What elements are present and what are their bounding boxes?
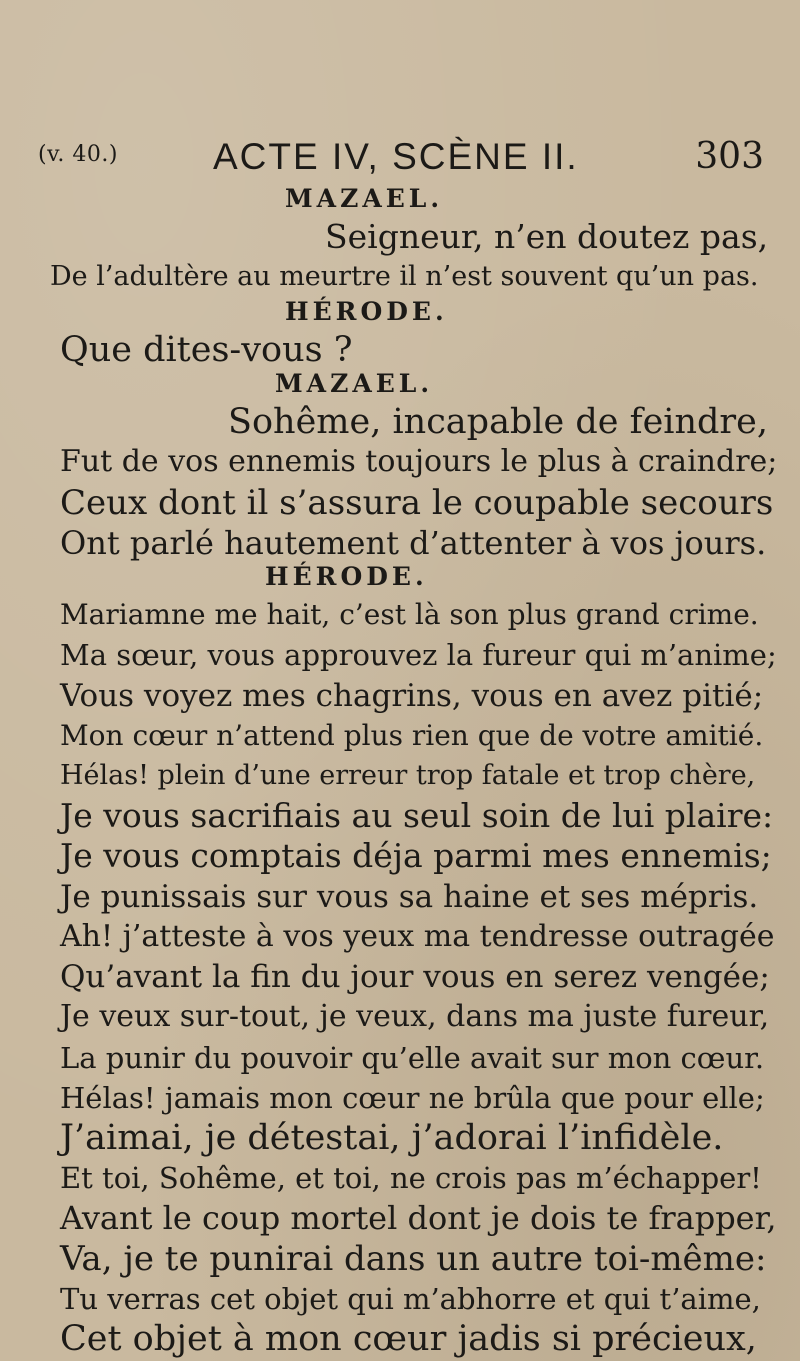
- verse-line: Va, je te punirai dans un autre toi-même:: [60, 1239, 767, 1279]
- verse-line: Hélas! plein d’une erreur trop fatale et trop chère,: [60, 760, 756, 791]
- verse-line: Ah! j’atteste à vos yeux ma tendresse outragée: [60, 919, 775, 954]
- page-number: 303: [695, 136, 764, 177]
- verse-line: Et toi, Sohême, et toi, ne crois pas m’échapper!: [60, 1161, 762, 1195]
- verse-line: J’aimai, je détestai, j’adorai l’infidèle.: [60, 1118, 724, 1158]
- verse-line: Ont parlé hautement d’attenter à vos jours.: [60, 524, 767, 562]
- verse-line: Hélas! jamais mon cœur ne brûla que pour elle;: [60, 1081, 765, 1115]
- verse-line: Tu verras cet objet qui m’abhorre et qui t’aime,: [60, 1282, 761, 1316]
- verse-line: Mariamne me hait, c’est là son plus grand crime.: [60, 598, 759, 631]
- speaker-name: MAZAEL.: [285, 184, 444, 213]
- verse-line: Mon cœur n’attend plus rien que de votre amitié.: [60, 719, 764, 752]
- verse-line: Fut de vos ennemis toujours le plus à craindre;: [60, 444, 778, 479]
- verse-line: Je vous comptais déja parmi mes ennemis;: [60, 836, 772, 875]
- verse-line: Seigneur, n’en doutez pas,: [325, 217, 769, 256]
- verse-line: Je vous sacrifiais au seul soin de lui plaire:: [60, 796, 774, 835]
- verse-line: Ma sœur, vous approuvez la fureur qui m’anime;: [60, 638, 777, 672]
- speaker-name: MAZAEL.: [275, 369, 434, 398]
- verse-line: Je punissais sur vous sa haine et ses mépris.: [60, 879, 759, 915]
- verse-line: Avant le coup mortel dont je dois te frapper,: [60, 1199, 777, 1237]
- act-scene-title: ACTE IV, SCÈNE II.: [213, 136, 579, 177]
- verse-line: Que dites-vous ?: [60, 330, 353, 370]
- speaker-name: HÉRODE.: [265, 562, 428, 591]
- verse-line: Sohême, incapable de feindre,: [228, 402, 768, 442]
- verse-line: La punir du pouvoir qu’elle avait sur mon cœur.: [60, 1041, 765, 1075]
- verse-line: Cet objet à mon cœur jadis si précieux,: [60, 1319, 757, 1359]
- running-head: [38, 136, 764, 180]
- verse-line: Vous voyez mes chagrins, vous en avez pitié;: [60, 678, 764, 714]
- verse-line: Qu’avant la fin du jour vous en serez vengée;: [60, 959, 770, 995]
- verse-line: Ceux dont il s’assura le coupable secours: [60, 483, 774, 523]
- verse-line: Je veux sur-tout, je veux, dans ma juste fureur,: [60, 999, 770, 1034]
- speaker-name: HÉRODE.: [285, 297, 448, 326]
- verse-reference: (v. 40.): [38, 142, 118, 167]
- verse-line: De l’adultère au meurtre il n’est souvent qu’un pas.: [50, 261, 759, 292]
